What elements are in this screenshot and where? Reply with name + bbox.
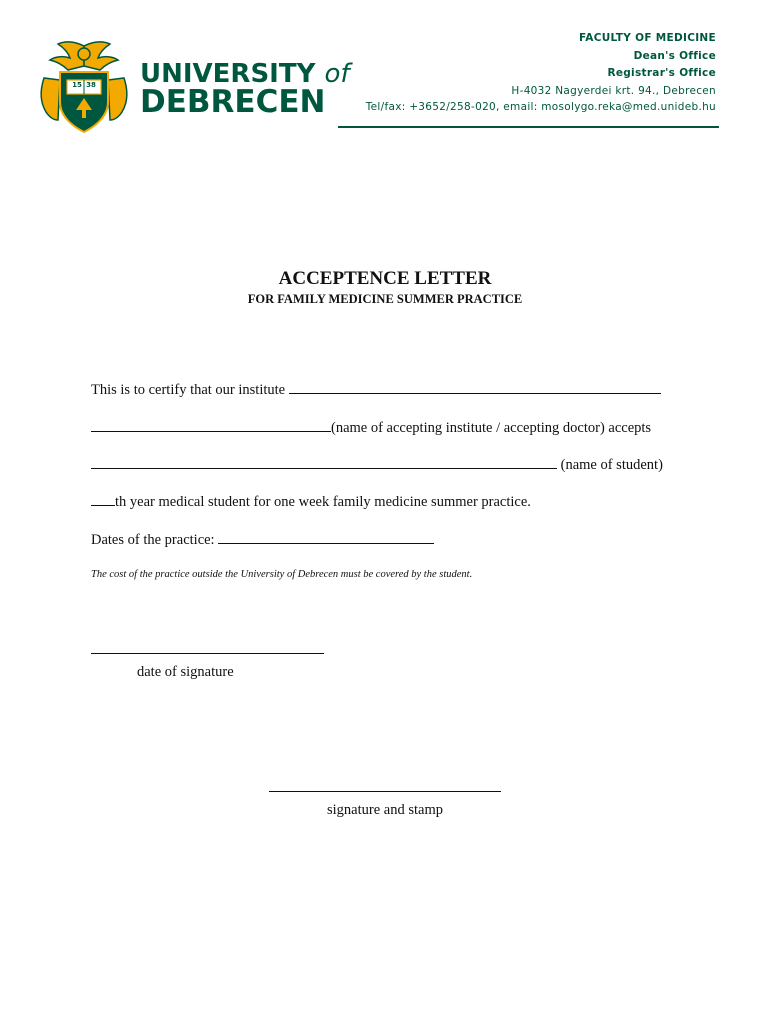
body-line-2 xyxy=(91,419,651,437)
contact-info: Tel/fax: +3652/258-020, email: mosolygo.reka@med.unideb.hu xyxy=(365,101,716,113)
header-divider xyxy=(338,126,719,128)
student-label: (name of student) xyxy=(560,457,663,473)
year-text: th year medical student for one week family medicine summer practice. xyxy=(115,494,531,510)
seal-year-left: 15 xyxy=(72,81,82,89)
registrar-office: Registrar's Office xyxy=(607,67,716,79)
signature-stamp-label: signature and stamp xyxy=(327,802,443,818)
student-name-blank[interactable] xyxy=(91,456,557,469)
body-line-3 xyxy=(91,456,663,474)
wordmark-of: of xyxy=(324,59,350,89)
wordmark-university: UNIVERSITY xyxy=(140,59,316,89)
institute-blank[interactable] xyxy=(289,381,661,394)
dean-office: Dean's Office xyxy=(633,50,716,62)
body-line-1 xyxy=(91,381,661,399)
certify-text: This is to certify that our institute xyxy=(91,382,286,398)
date-signature-line[interactable] xyxy=(91,653,324,654)
letter-subtitle: FOR FAMILY MEDICINE SUMMER PRACTICE xyxy=(247,292,523,306)
wordmark-city: DEBRECEN xyxy=(140,84,326,120)
date-signature-label: date of signature xyxy=(137,664,234,680)
dates-label: Dates of the practice: xyxy=(91,532,215,548)
address: H-4032 Nagyerdei krt. 94., Debrecen xyxy=(511,85,716,97)
cost-note: The cost of the practice outside the University of Debrecen must be covered by the student. xyxy=(91,569,473,580)
signature-stamp-line[interactable] xyxy=(269,791,501,792)
year-blank[interactable] xyxy=(91,493,115,506)
seal-year-right: 38 xyxy=(86,81,96,89)
dates-blank[interactable] xyxy=(218,531,434,544)
faculty-name: FACULTY OF MEDICINE xyxy=(579,32,716,44)
body-line-4 xyxy=(91,493,531,511)
body-line-5 xyxy=(91,531,434,549)
accepting-text: (name of accepting institute / accepting doctor) accepts xyxy=(331,420,652,436)
letter-title: ACCEPTENCE LETTER xyxy=(278,268,492,289)
accepting-institute-blank[interactable] xyxy=(91,419,331,432)
